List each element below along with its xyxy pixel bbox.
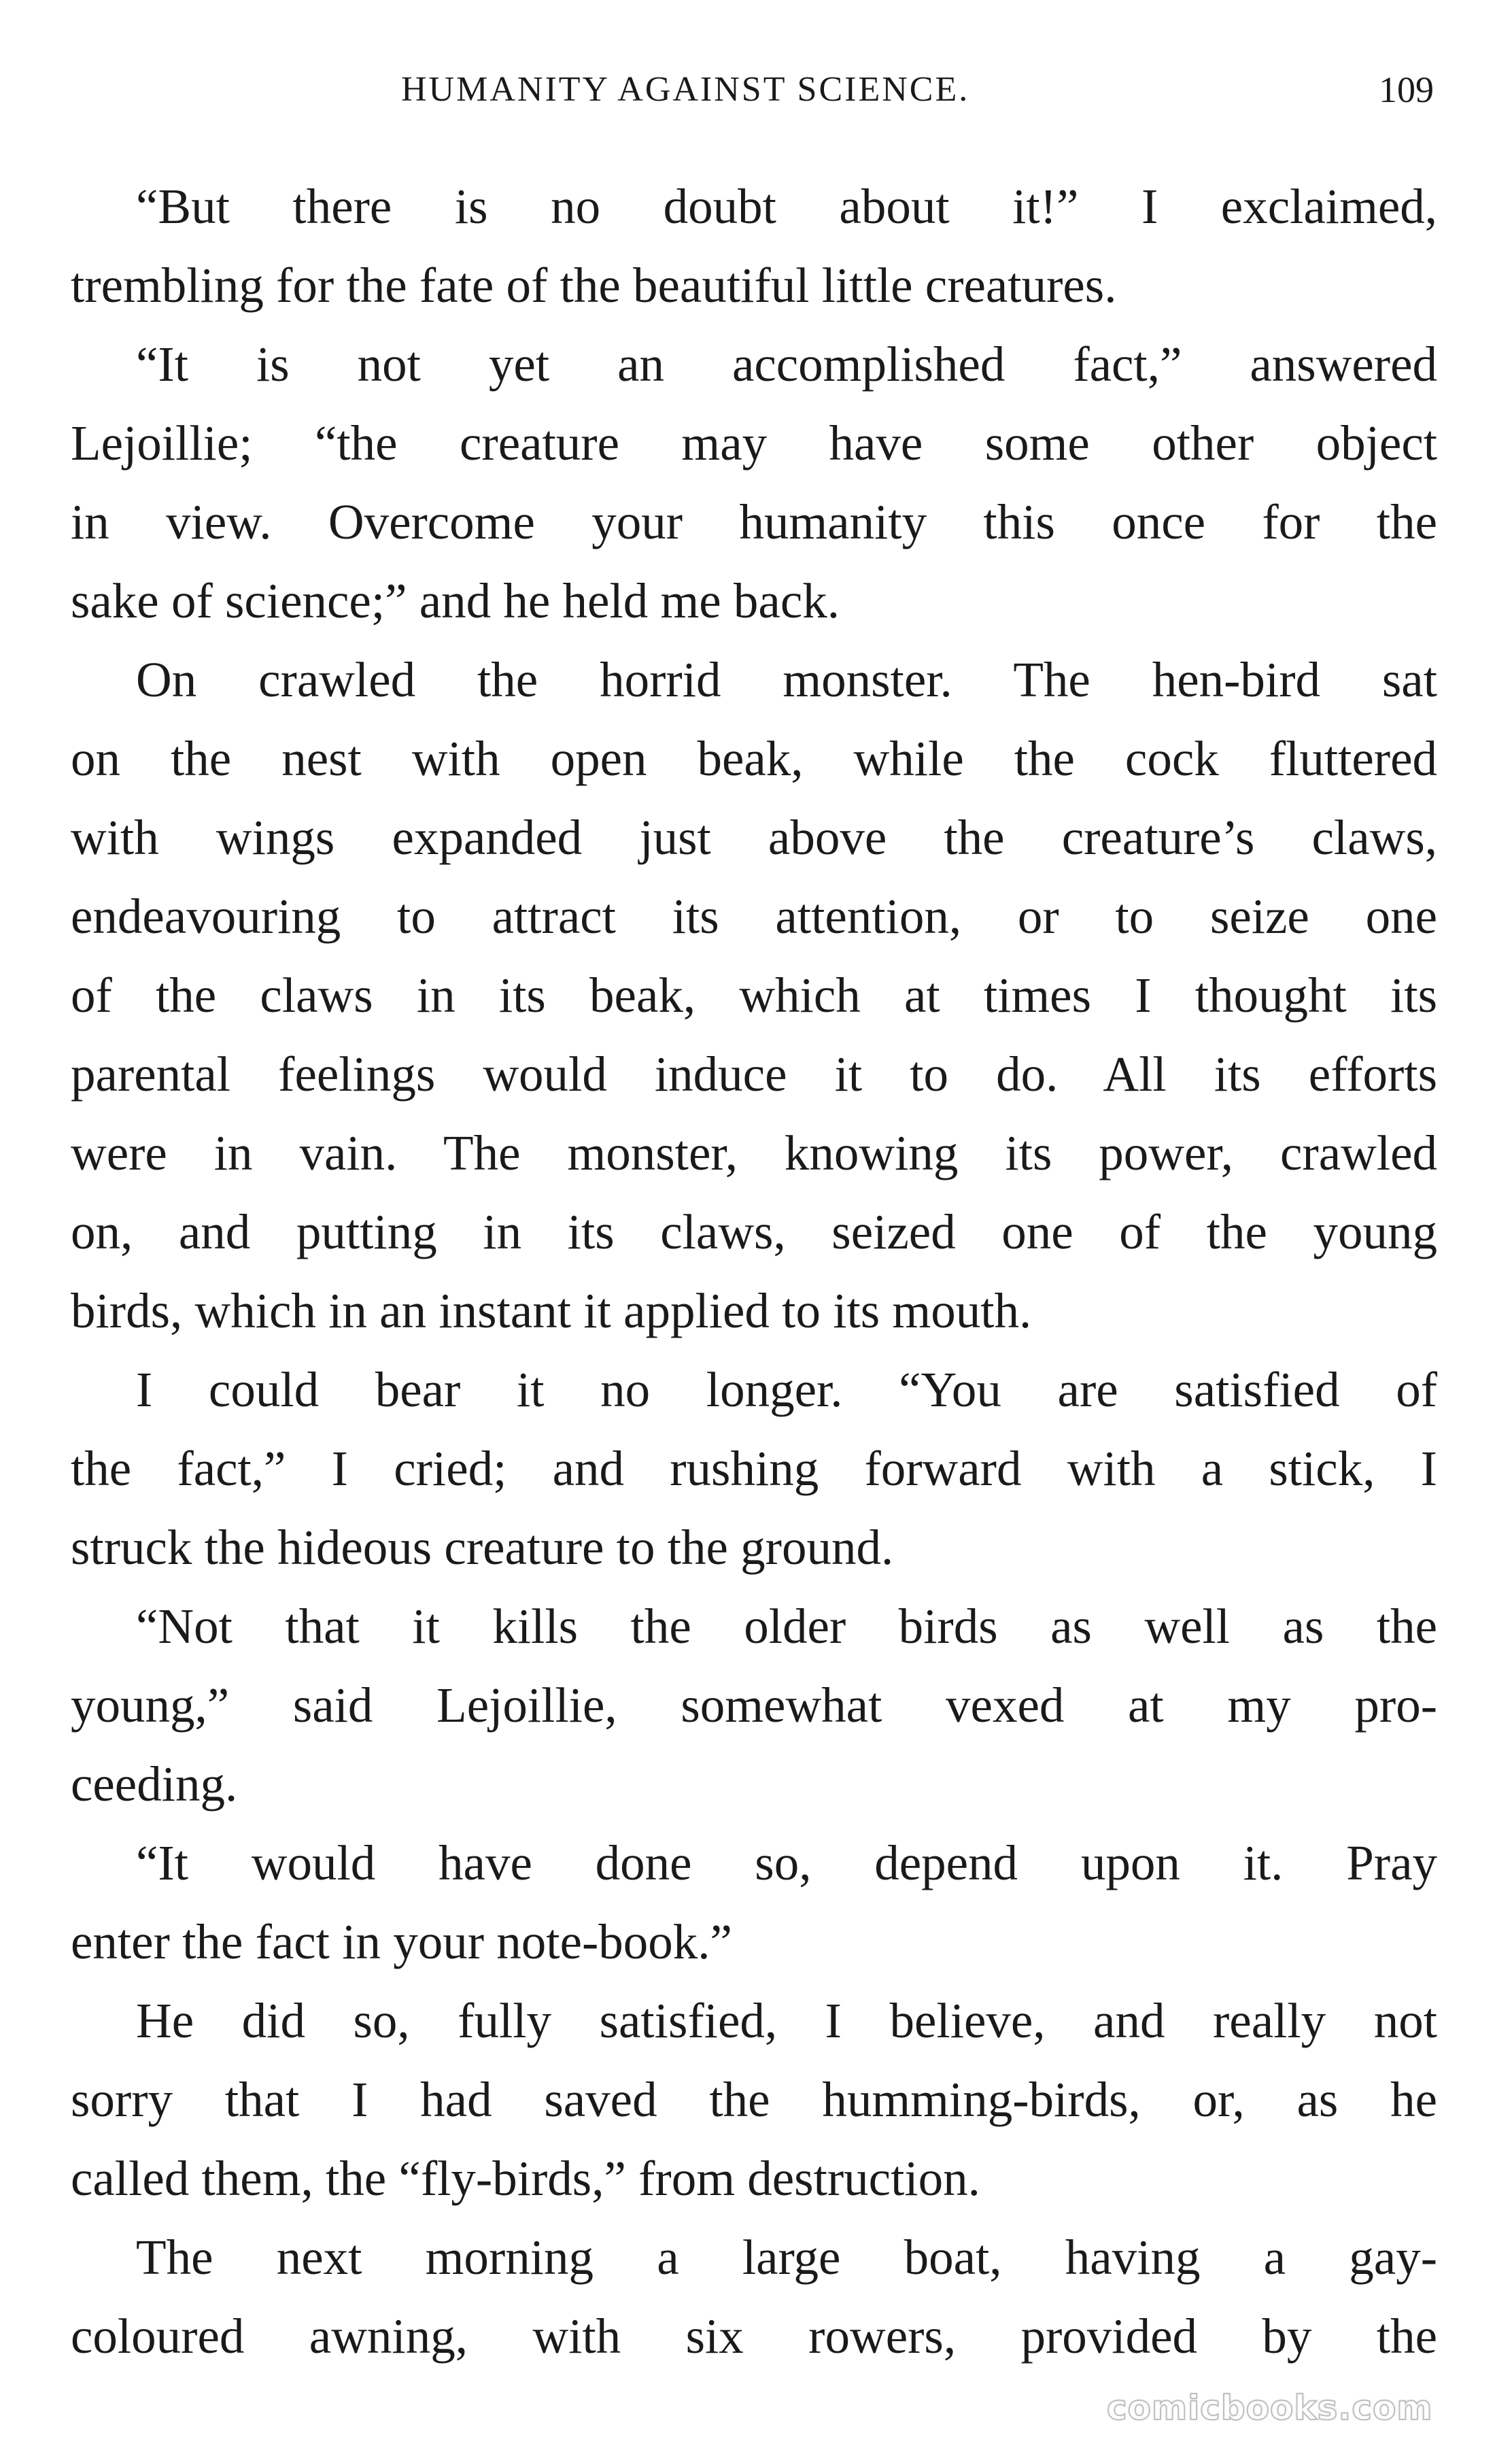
text-line: sake of science;” and he held me back. — [71, 573, 840, 628]
text-line: birds, which in an instant it applied to its mouth. — [71, 1283, 1032, 1338]
text-line: young,” said Lejoillie, somewhat vexed at my pro- — [71, 1678, 1437, 1733]
text-line: the fact,” I cried; and rushing forward with a stick, I — [71, 1441, 1437, 1496]
running-head — [0, 63, 1512, 117]
text-line: coloured awning, with six rowers, provided by the — [71, 2309, 1437, 2364]
text-line: He did so, fully satisfied, I believe, and really not — [136, 1993, 1437, 2048]
watermark: comicbooks.com — [1107, 2388, 1433, 2428]
text-line: I could bear it no longer. “You are satisfied of — [136, 1362, 1437, 1417]
text-line: struck the hideous creature to the ground. — [71, 1520, 894, 1575]
text-line: endeavouring to attract its attention, or to seize one — [71, 889, 1437, 944]
text-line: enter the fact in your note-book.” — [71, 1914, 732, 1969]
text-line: of the claws in its beak, which at times I thought its — [71, 968, 1437, 1023]
text-line: on the nest with open beak, while the cock fluttered — [71, 731, 1437, 786]
text-line: “It would have done so, depend upon it. Pray — [136, 1835, 1437, 1890]
text-line: The next morning a large boat, having a gay- — [136, 2230, 1437, 2285]
page-number: 109 — [1379, 69, 1434, 110]
text-line: “Not that it kills the older birds as well as the — [136, 1599, 1437, 1654]
text-line: “It is not yet an accomplished fact,” answered — [136, 337, 1437, 392]
text-line: trembling for the fate of the beautiful little creatures. — [71, 258, 1117, 313]
text-line: in view. Overcome your humanity this once for the — [71, 494, 1437, 549]
text-line: on, and putting in its claws, seized one of the young — [71, 1204, 1437, 1259]
text-line: “But there is no doubt about it!” I exclaimed, — [136, 179, 1437, 234]
text-line: On crawled the horrid monster. The hen-bird sat — [136, 652, 1437, 707]
text-line: called them, the “fly-birds,” from destruction. — [71, 2151, 980, 2206]
text-line: sorry that I had saved the humming-birds, or, as he — [71, 2072, 1437, 2127]
text-line: parental feelings would induce it to do. All its efforts — [71, 1047, 1437, 1102]
text-line: with wings expanded just above the creature’s claws, — [71, 810, 1437, 865]
text-line: Lejoillie; “the creature may have some other object — [71, 415, 1437, 471]
body-text — [71, 167, 1437, 2376]
running-title: HUMANITY AGAINST SCIENCE. — [401, 70, 970, 109]
text-line: were in vain. The monster, knowing its power, crawled — [71, 1125, 1437, 1180]
text-line: ceeding. — [71, 1756, 238, 1812]
